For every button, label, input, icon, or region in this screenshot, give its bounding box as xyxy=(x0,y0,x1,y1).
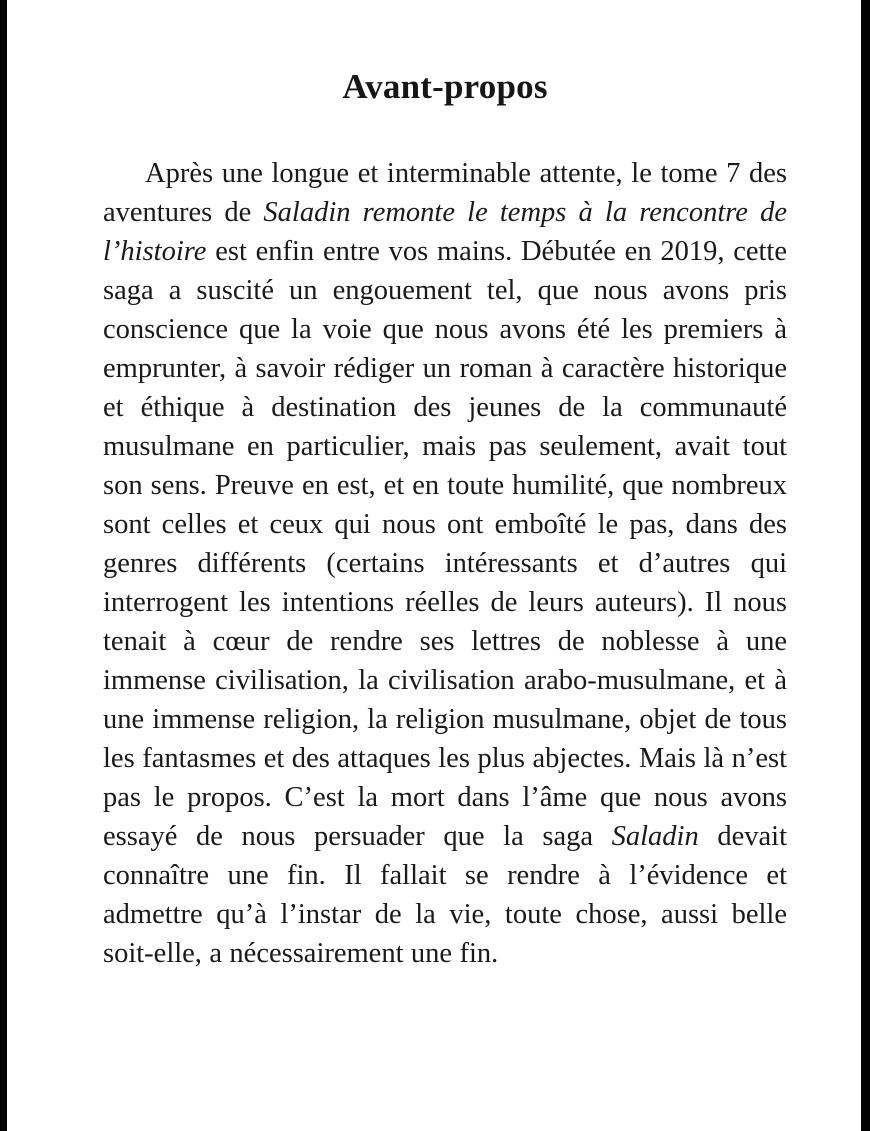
saga-name-italic: Saladin xyxy=(611,821,699,852)
paragraph-segment-1: Après une longue et interminable attente, le tome 7 des aventures de xyxy=(103,158,787,228)
page-right-edge-strip xyxy=(861,0,870,1131)
foreword-paragraph xyxy=(103,108,787,973)
paragraph-segment-2: est enfin entre vos mains. Débutée en 2019, cette saga a suscité un engouement tel, que nous avons pris conscience que la voie que nous avons été les premiers à emprunter, à savoir rédiger un roman à caractère historique et éthique à destination des jeunes de la communauté musulmane en particulier, mais pas seulement, avait tout son sens. Preuve en est, et en toute humilité, que nombreux sont celles et ceux qui nous ont emboîté le pas, dans des genres différents (certains intéressants et d’autres qui interrogent les intentions réelles de leurs auteurs). Il nous tenait à cœur de rendre ses lettres de noblesse à une immense civilisation, la civilisation arabo-musulmane, et à une immense religion, la religion musulmane, objet de tous les fantasmes et des attaques les plus abjectes. Mais là n’est pas le propos. C’est la mort dans l’âme que nous avons essayé de nous persuader que la saga xyxy=(103,236,787,852)
chapter-title: Avant-propos xyxy=(342,67,548,106)
page-left-edge-strip xyxy=(0,0,7,1131)
paragraph-segment-3: devait connaître une fin. Il fallait se rendre à l’évidence et admettre qu’à l’instar de la vie, toute chose, aussi belle soit-elle, a nécessairement une fin. xyxy=(103,821,787,969)
work-title-italic: Saladin remonte le temps à la rencontre de l’histoire xyxy=(103,197,787,267)
page-content xyxy=(103,0,787,973)
